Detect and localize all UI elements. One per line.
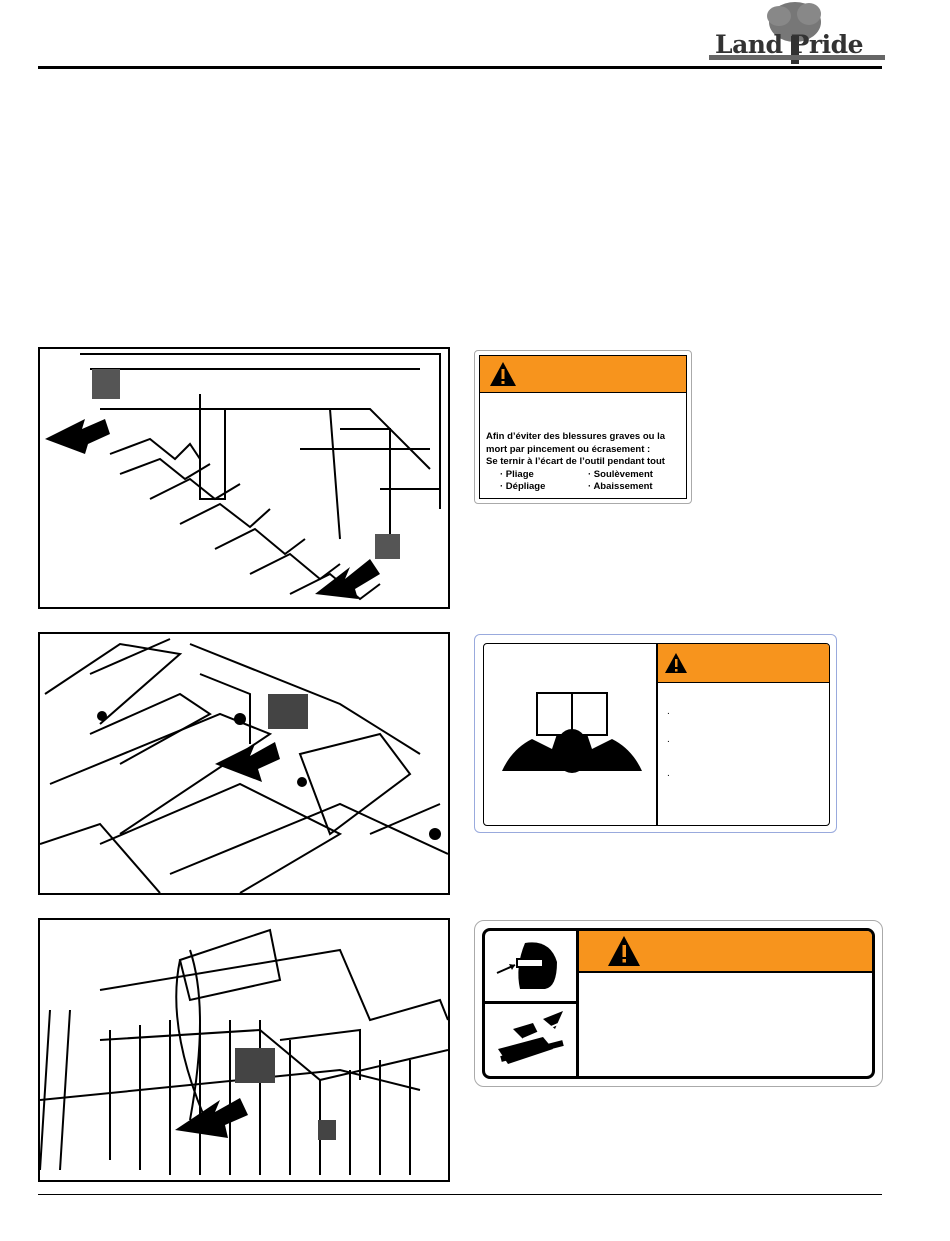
warning-banner [579, 931, 872, 973]
hydraulic-fluid-decal [474, 920, 883, 1087]
footer-rule [38, 1194, 882, 1195]
fold-crush-decal [474, 350, 692, 504]
eye-protection-icon [495, 937, 565, 993]
top-figure [38, 347, 450, 609]
middle-figure [38, 632, 450, 895]
bullet-item: · Dépliage [500, 481, 546, 493]
read-manual-decal [474, 634, 837, 833]
header-rule [38, 66, 882, 69]
bottom-figure [38, 918, 450, 1182]
pictogram-divider [485, 1001, 576, 1004]
bullet-item: · Pliage [500, 468, 534, 480]
warning-triangle-icon [607, 935, 641, 967]
decal-line: mort par pincement ou écrasement : [486, 443, 651, 455]
decal-line: Se ternir à l’écart de l’outil pendant tout [486, 456, 665, 468]
bullet-item: · Soulèvement [588, 468, 653, 480]
high-pressure-fluid-icon [493, 1009, 569, 1071]
land-pride-logo [705, 0, 885, 66]
bullet-mark: . [667, 734, 670, 745]
bullet-mark: . [667, 706, 670, 717]
decal-text [486, 431, 682, 494]
warning-triangle-icon [488, 360, 518, 388]
logo-text: Land Pride [715, 30, 863, 59]
warning-triangle-icon [664, 652, 688, 674]
decal-line: Afin d’éviter des blessures graves ou la [486, 431, 665, 442]
bullet-item: · Abaissement [588, 481, 653, 493]
bullet-mark: . [667, 768, 670, 779]
warning-banner [658, 644, 829, 683]
warning-banner [480, 356, 686, 393]
operator-reading-manual-icon [497, 689, 647, 779]
